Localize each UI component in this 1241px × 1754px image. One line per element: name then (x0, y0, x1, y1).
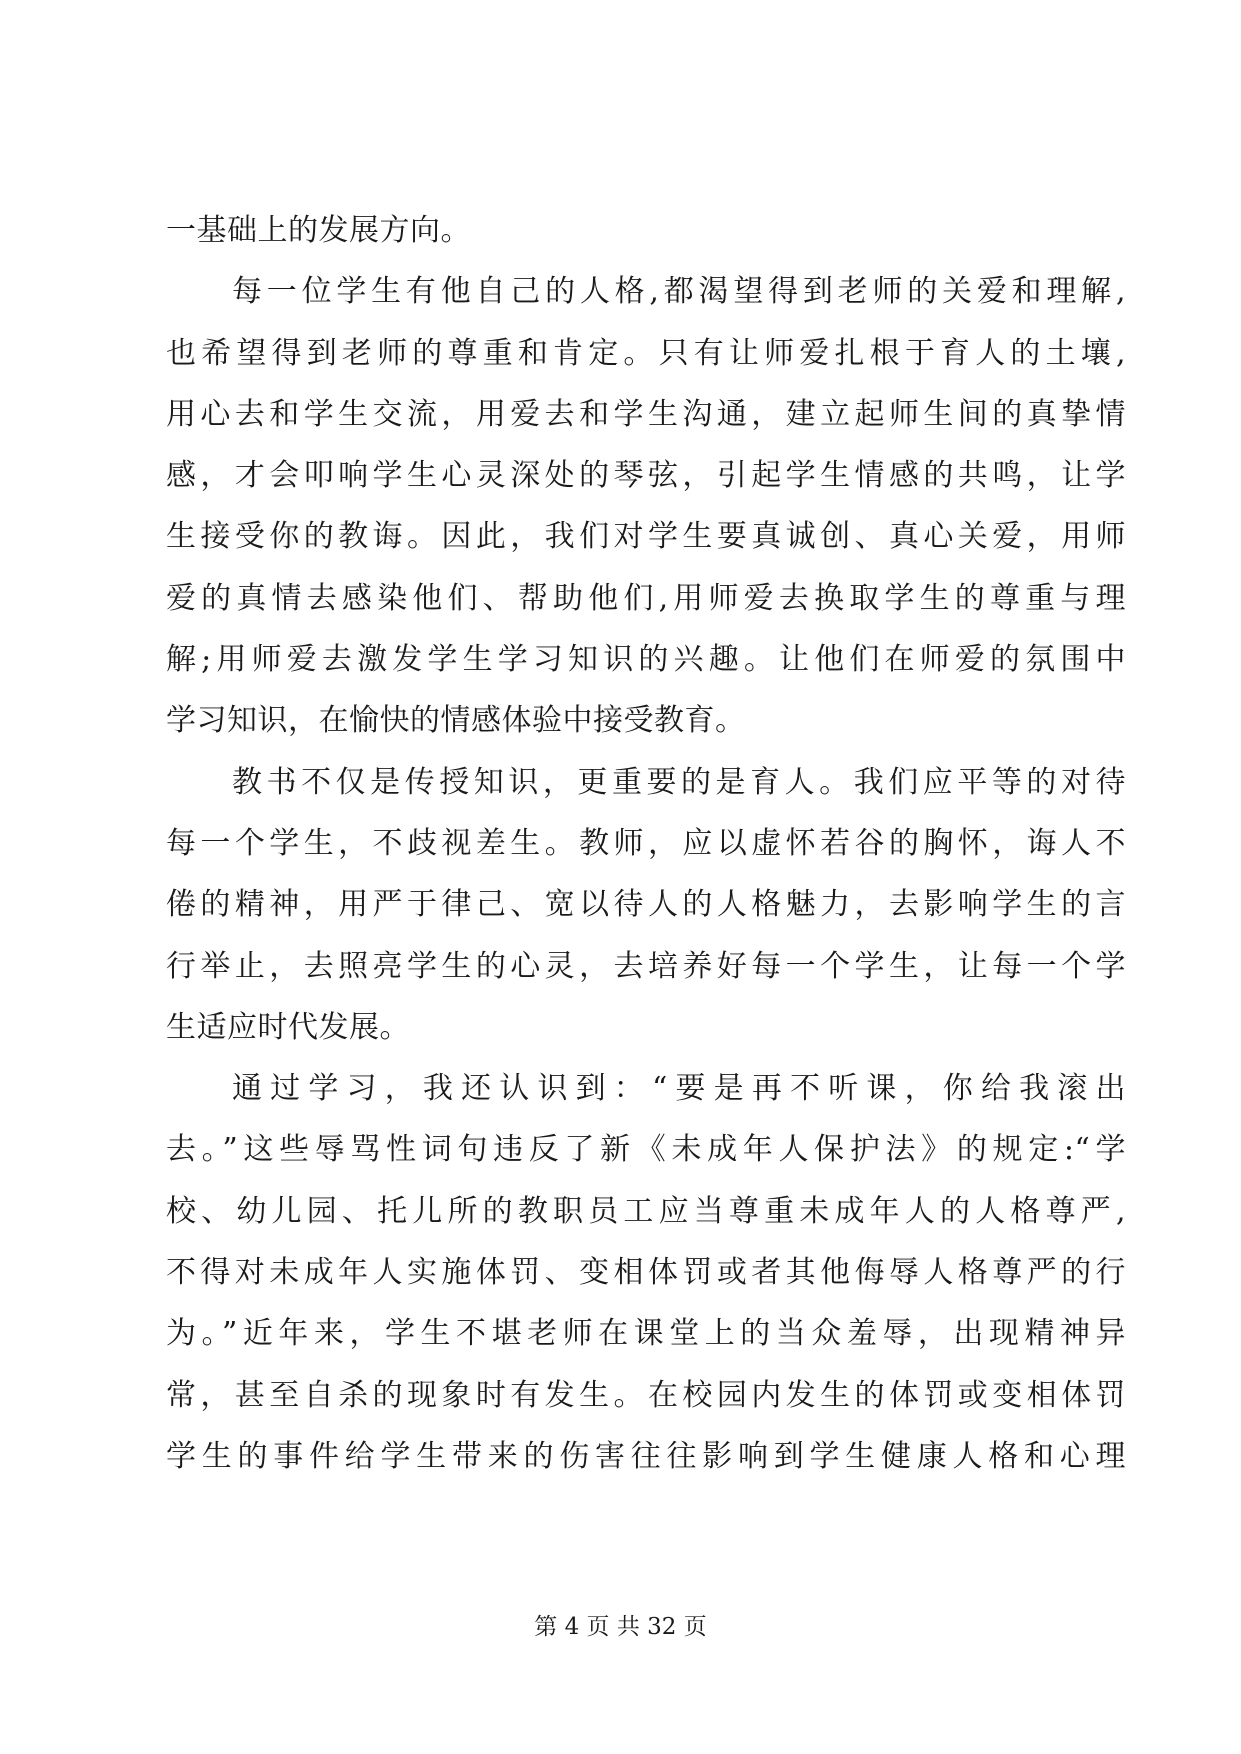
text-line: 教书不仅是传授知识，更重要的是育人。我们应平等的对待 (232, 764, 1126, 800)
text-line: 常，甚至自杀的现象时有发生。在校园内发生的体罚或变相体罚 (166, 1377, 1126, 1413)
text-line: 通过学习，我还认识到：“要是再不听课，你给我滚出 (232, 1071, 1126, 1107)
text-line: 爱的真情去感染他们、帮助他们,用师爱去换取学生的尊重与理 (166, 580, 1126, 616)
text-line: 解;用师爱去激发学生学习知识的兴趣。让他们在师爱的氛围中 (166, 642, 1126, 678)
text-line: 倦的精神，用严于律己、宽以待人的人格魅力，去影响学生的言 (166, 887, 1126, 923)
text-line: 生适应时代发展。 (166, 1009, 410, 1045)
text-line: 用心去和学生交流，用爱去和学生沟通，建立起师生间的真挚情 (166, 396, 1126, 432)
text-line: 每一位学生有他自己的人格,都渴望得到老师的关爱和理解, (232, 274, 1126, 310)
text-line: 每一个学生，不歧视差生。教师，应以虚怀若谷的胸怀，诲人不 (166, 825, 1126, 861)
page-number-footer: 第 4 页 共 32 页 (534, 1614, 707, 1640)
text-line: 也希望得到老师的尊重和肯定。只有让师爱扎根于育人的土壤, (166, 335, 1126, 371)
text-line: 为。”近年来，学生不堪老师在课堂上的当众羞辱，出现精神异 (166, 1316, 1126, 1352)
text-line: 行举止，去照亮学生的心灵，去培养好每一个学生，让每一个学 (166, 948, 1126, 984)
text-line: 校、幼儿园、托儿所的教职员工应当尊重未成年人的人格尊严, (166, 1193, 1126, 1229)
text-line: 学生的事件给学生带来的伤害往往影响到学生健康人格和心理 (166, 1438, 1126, 1474)
document-body (166, 200, 1126, 1487)
text-line: 不得对未成年人实施体罚、变相体罚或者其他侮辱人格尊严的行 (166, 1255, 1126, 1291)
text-line: 感，才会叩响学生心灵深处的琴弦，引起学生情感的共鸣，让学 (166, 458, 1126, 494)
text-line: 生接受你的教诲。因此，我们对学生要真诚创、真心关爱，用师 (166, 519, 1126, 555)
text-line: 一基础上的发展方向。 (166, 213, 471, 248)
text-line: 学习知识，在愉快的情感体验中接受教育。 (166, 703, 746, 739)
text-line: 去。”这些辱骂性词句违反了新《未成年人保护法》的规定:“学 (166, 1132, 1126, 1168)
